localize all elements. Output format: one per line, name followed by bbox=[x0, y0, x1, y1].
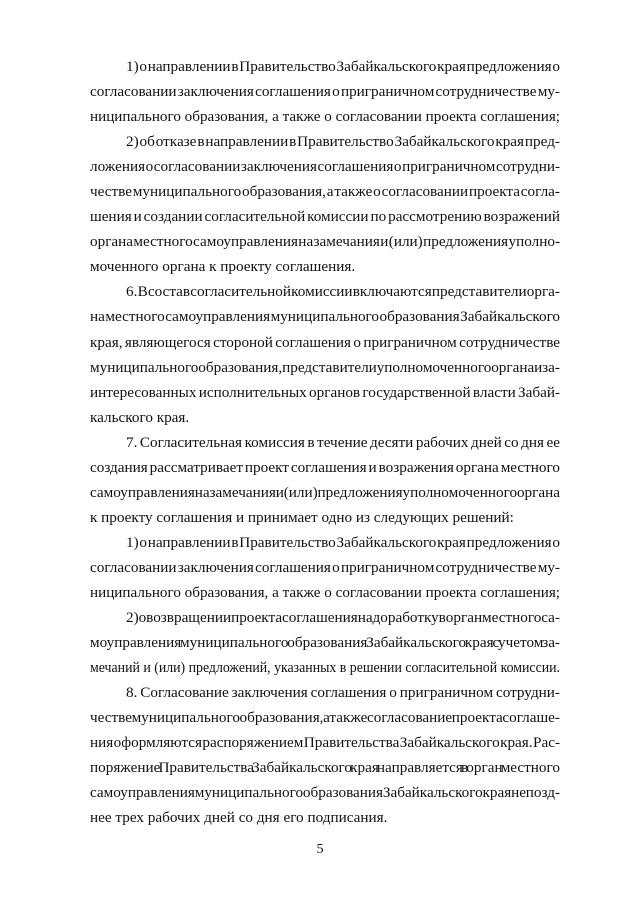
line-text: моуправления муниципального образования Забайкальского края с учетом за- bbox=[90, 634, 560, 652]
text-line bbox=[0, 254, 640, 279]
line-text: поряжение Правительства Забайкальского края направляется в орган местного bbox=[90, 759, 560, 777]
paragraph bbox=[0, 530, 640, 605]
text-line bbox=[0, 405, 640, 430]
line-text: ложения о согласовании заключения соглашения о приграничном сотрудни- bbox=[90, 158, 561, 176]
text-line bbox=[0, 79, 640, 104]
text-line bbox=[0, 680, 640, 705]
line-text: честве муниципального образования, а также о согласовании проекта согла- bbox=[90, 183, 560, 201]
paragraph bbox=[0, 430, 640, 530]
line-text: муниципального образования, представители уполномоченного органа и за- bbox=[90, 358, 560, 376]
paragraph bbox=[0, 279, 640, 429]
line-text: моченного органа к проекту соглашения. bbox=[90, 258, 356, 276]
line-text: интересованных исполнительных органов государственной власти Забай- bbox=[90, 383, 561, 401]
line-text: органа местного самоуправления на замечания и (или) предложения уполно- bbox=[90, 233, 561, 251]
text-line bbox=[0, 304, 640, 329]
line-text: 8. Согласование заключения соглашения о приграничном сотрудни- bbox=[126, 684, 560, 702]
text-line bbox=[0, 455, 640, 480]
text-line bbox=[0, 330, 640, 355]
text-line bbox=[0, 730, 640, 755]
paragraph bbox=[0, 129, 640, 279]
text-line bbox=[0, 279, 640, 304]
line-text: шения и создании согласительной комиссии по рассмотрению возражений bbox=[90, 208, 561, 226]
text-line bbox=[0, 430, 640, 455]
text-line bbox=[0, 154, 640, 179]
text-line bbox=[0, 204, 640, 229]
text-line bbox=[0, 705, 640, 730]
text-line bbox=[0, 355, 640, 380]
line-text: честве муниципального образования, а также согласование проекта соглаше- bbox=[90, 709, 560, 727]
line-text: согласовании заключения соглашения о приграничном сотрудничестве му- bbox=[90, 558, 560, 576]
text-line bbox=[0, 380, 640, 405]
text-line bbox=[0, 630, 640, 655]
text-line bbox=[0, 655, 640, 680]
paragraph bbox=[0, 54, 640, 129]
line-text: ниципального образования, а также о согласовании проекта соглашения; bbox=[90, 583, 561, 601]
line-text: к проекту соглашения и принимает одно из следующих решений: bbox=[90, 508, 514, 526]
line-text: 7. Согласительная комиссия в течение десяти рабочих дней со дня ее bbox=[126, 433, 560, 451]
text-line bbox=[0, 605, 640, 630]
text-line bbox=[0, 129, 640, 154]
text-line bbox=[0, 530, 640, 555]
line-text: нее трех рабочих дней со дня его подписания. bbox=[90, 809, 388, 827]
line-text: самоуправления на замечания и (или) предложения уполномоченного органа bbox=[90, 483, 560, 501]
paragraph bbox=[0, 680, 640, 830]
page-number: 5 bbox=[316, 842, 324, 857]
text-line bbox=[0, 54, 640, 79]
line-text: края, являющегося стороной соглашения о приграничном сотрудничестве bbox=[90, 333, 561, 351]
text-line bbox=[0, 755, 640, 780]
line-text: на местного самоуправления муниципального образования Забайкальского bbox=[90, 308, 561, 326]
line-text: 1) о направлении в Правительство Забайкальского края предложения о bbox=[126, 58, 561, 75]
line-text: 2) об отказе в направлении в Правительство Забайкальского края пред- bbox=[126, 133, 560, 151]
text-line bbox=[0, 179, 640, 204]
line-text: согласовании заключения соглашения о приграничном сотрудничестве му- bbox=[90, 83, 560, 101]
paragraph bbox=[0, 605, 640, 680]
line-text: создания рассматривает проект соглашения и возражения органа местного bbox=[90, 458, 560, 476]
line-text: ниципального образования, а также о согласовании проекта соглашения; bbox=[90, 108, 561, 126]
text-line bbox=[0, 555, 640, 580]
line-text: ния оформляются распоряжением Правительства Забайкальского края. Рас- bbox=[90, 734, 560, 752]
document-body bbox=[0, 54, 640, 830]
text-line bbox=[0, 104, 640, 129]
text-line bbox=[0, 229, 640, 254]
text-line bbox=[0, 780, 640, 805]
line-text: самоуправления муниципального образования Забайкальского края не позд- bbox=[90, 784, 561, 802]
line-text: 6. В состав согласительной комиссии включаются представители орга- bbox=[126, 283, 560, 301]
text-line bbox=[0, 505, 640, 530]
text-line bbox=[0, 480, 640, 505]
line-text: мечаний и (или) предложений, указанных в решении согласительной комиссии. bbox=[90, 659, 560, 677]
text-line bbox=[0, 805, 640, 830]
line-text: 1) о направлении в Правительство Забайкальского края предложения о bbox=[126, 533, 561, 551]
line-text: кальского края. bbox=[90, 408, 190, 426]
line-text: 2) о возвращении проекта соглашения на доработку в орган местного са- bbox=[126, 609, 560, 627]
text-line bbox=[0, 580, 640, 605]
